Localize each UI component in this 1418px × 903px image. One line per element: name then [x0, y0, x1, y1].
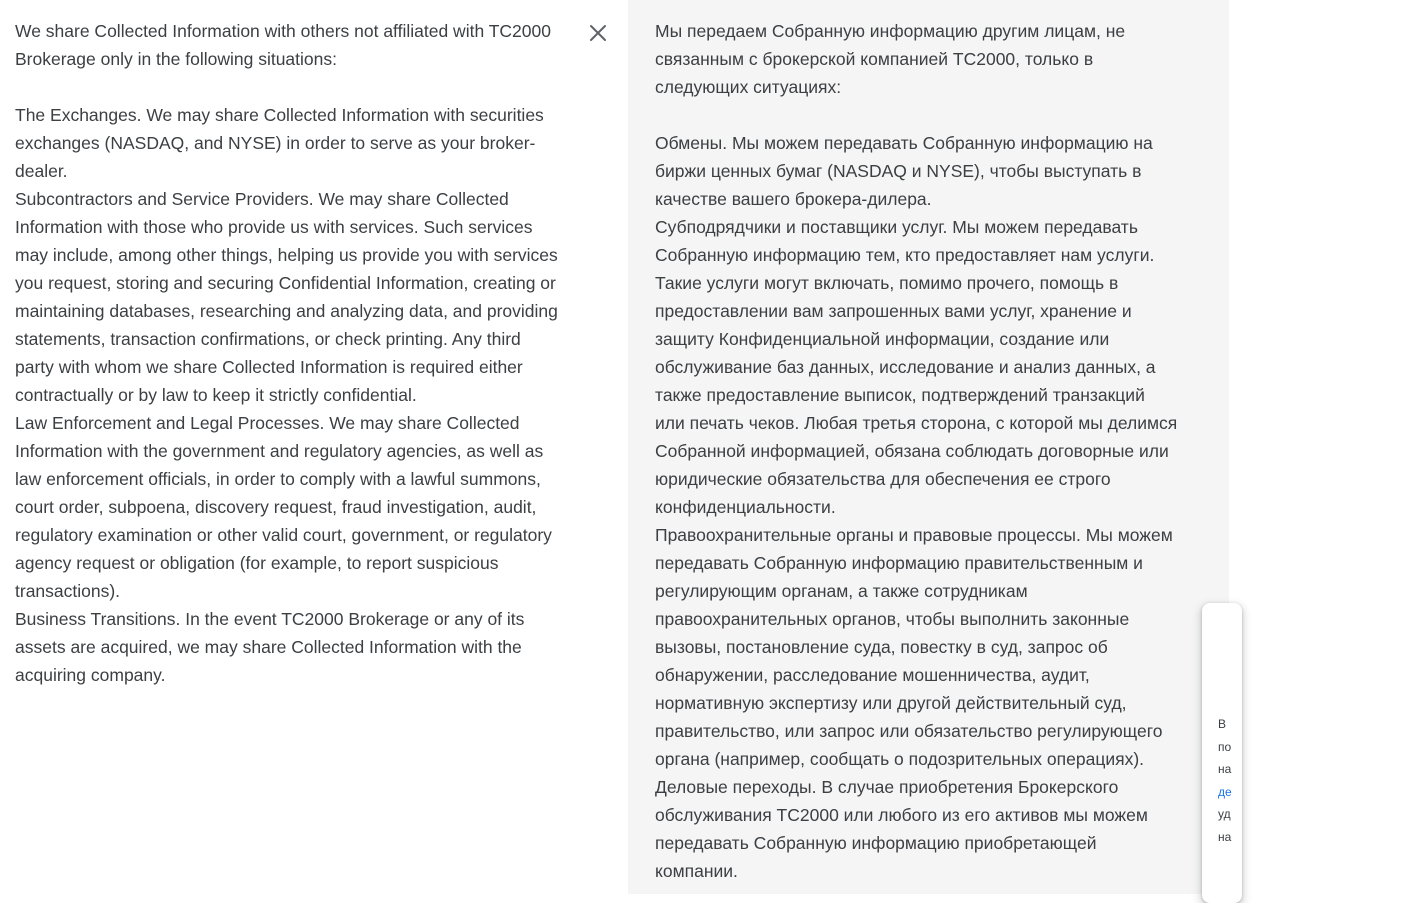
side-popup-card[interactable] — [1202, 603, 1242, 903]
translated-text[interactable]: Мы передаем Собранную информацию другим лицам, не связанным с брокерской компанией TC2000, только в следующих ситуациях: Обмены. Мы можем передавать Собранную информацию на биржи ценных бумаг (NASDAQ и NYSE), чтобы выступать в качестве вашего брокера-дилера. Субподрядчики и поставщики услуг. Мы можем передавать Собранную информацию тем, кто предоставляет нам услуги. Такие услуги могут включать, помимо прочего, помощь в предоставлении вам запрошенных вами услуг, хранение и защиту Конфиденциальной информации, создание или обслуживание баз данных, исследование и анализ данных, а также предоставление выписок, подтверждений транзакций или печать чеков. Любая третья сторона, с которой мы делимся Собранной информацией, обязана соблюдать договорные или юридические обязательства для обеспечения ее строго конфиденциальности. Правоохранительные органы и правовые процессы. Мы можем передавать Собранную информацию правительственным и регулирующим органам, а также сотрудникам правоохранительных органов, чтобы выполнить законные вызовы, постановление суда, повестку в суд, запрос об обнаружении, расследование мошенничества, аудит, нормативную экспертизу или другой действительный суд, правительство, или запрос или обязательство регулирующего органа (например, сообщать о подозрительных операциях). Деловые переходы. В случае приобретения Брокерского обслуживания TC2000 или любого из его активов мы можем передавать Собранную информацию приобретающей компании. — [655, 21, 1178, 881]
side-popup-text — [1218, 713, 1418, 848]
side-popup-line: уд — [1218, 807, 1231, 821]
side-popup-line: В — [1218, 717, 1227, 731]
side-popup-line: по — [1218, 739, 1232, 754]
close-icon — [586, 21, 610, 45]
source-text-pane — [0, 0, 628, 894]
side-popup-link[interactable]: де — [1218, 784, 1232, 799]
side-popup-line: на — [1218, 829, 1232, 844]
translated-text-pane — [628, 0, 1232, 894]
source-text[interactable]: We share Collected Information with others not affiliated with TC2000 Brokerage only in the following situations: The Exchanges. We may share Collected Information with securities exchanges (NASDAQ, and NYSE) in order to serve as your broker- dealer. Subcontractors and Service Providers. We may share Collected Information with those who provide us with services. Such services may include, among other things, helping us provide you with services you request, storing and securing Confidential Information, creating or maintaining databases, researching and analyzing data, and providing statements, transaction confirmations, or check printing. Any third party with whom we share Collected Information is required either contractually or by law to keep it strictly confidential. Law Enforcement and Legal Processes. We may share Collected Information with the government and regulatory agencies, as well as law enforcement officials, in order to comply with a lawful summons, court order, subpoena, discovery request, fraud investigation, audit, regulatory examination or other valid court, government, or regulatory agency request or obligation (for example, to report suspicious transactions). Business Transitions. In the event TC2000 Brokerage or any of its assets are acquired, we may share Collected Information with the acquiring company. — [15, 21, 558, 685]
clear-source-button[interactable] — [586, 21, 610, 45]
side-popup-line: на — [1218, 762, 1232, 776]
